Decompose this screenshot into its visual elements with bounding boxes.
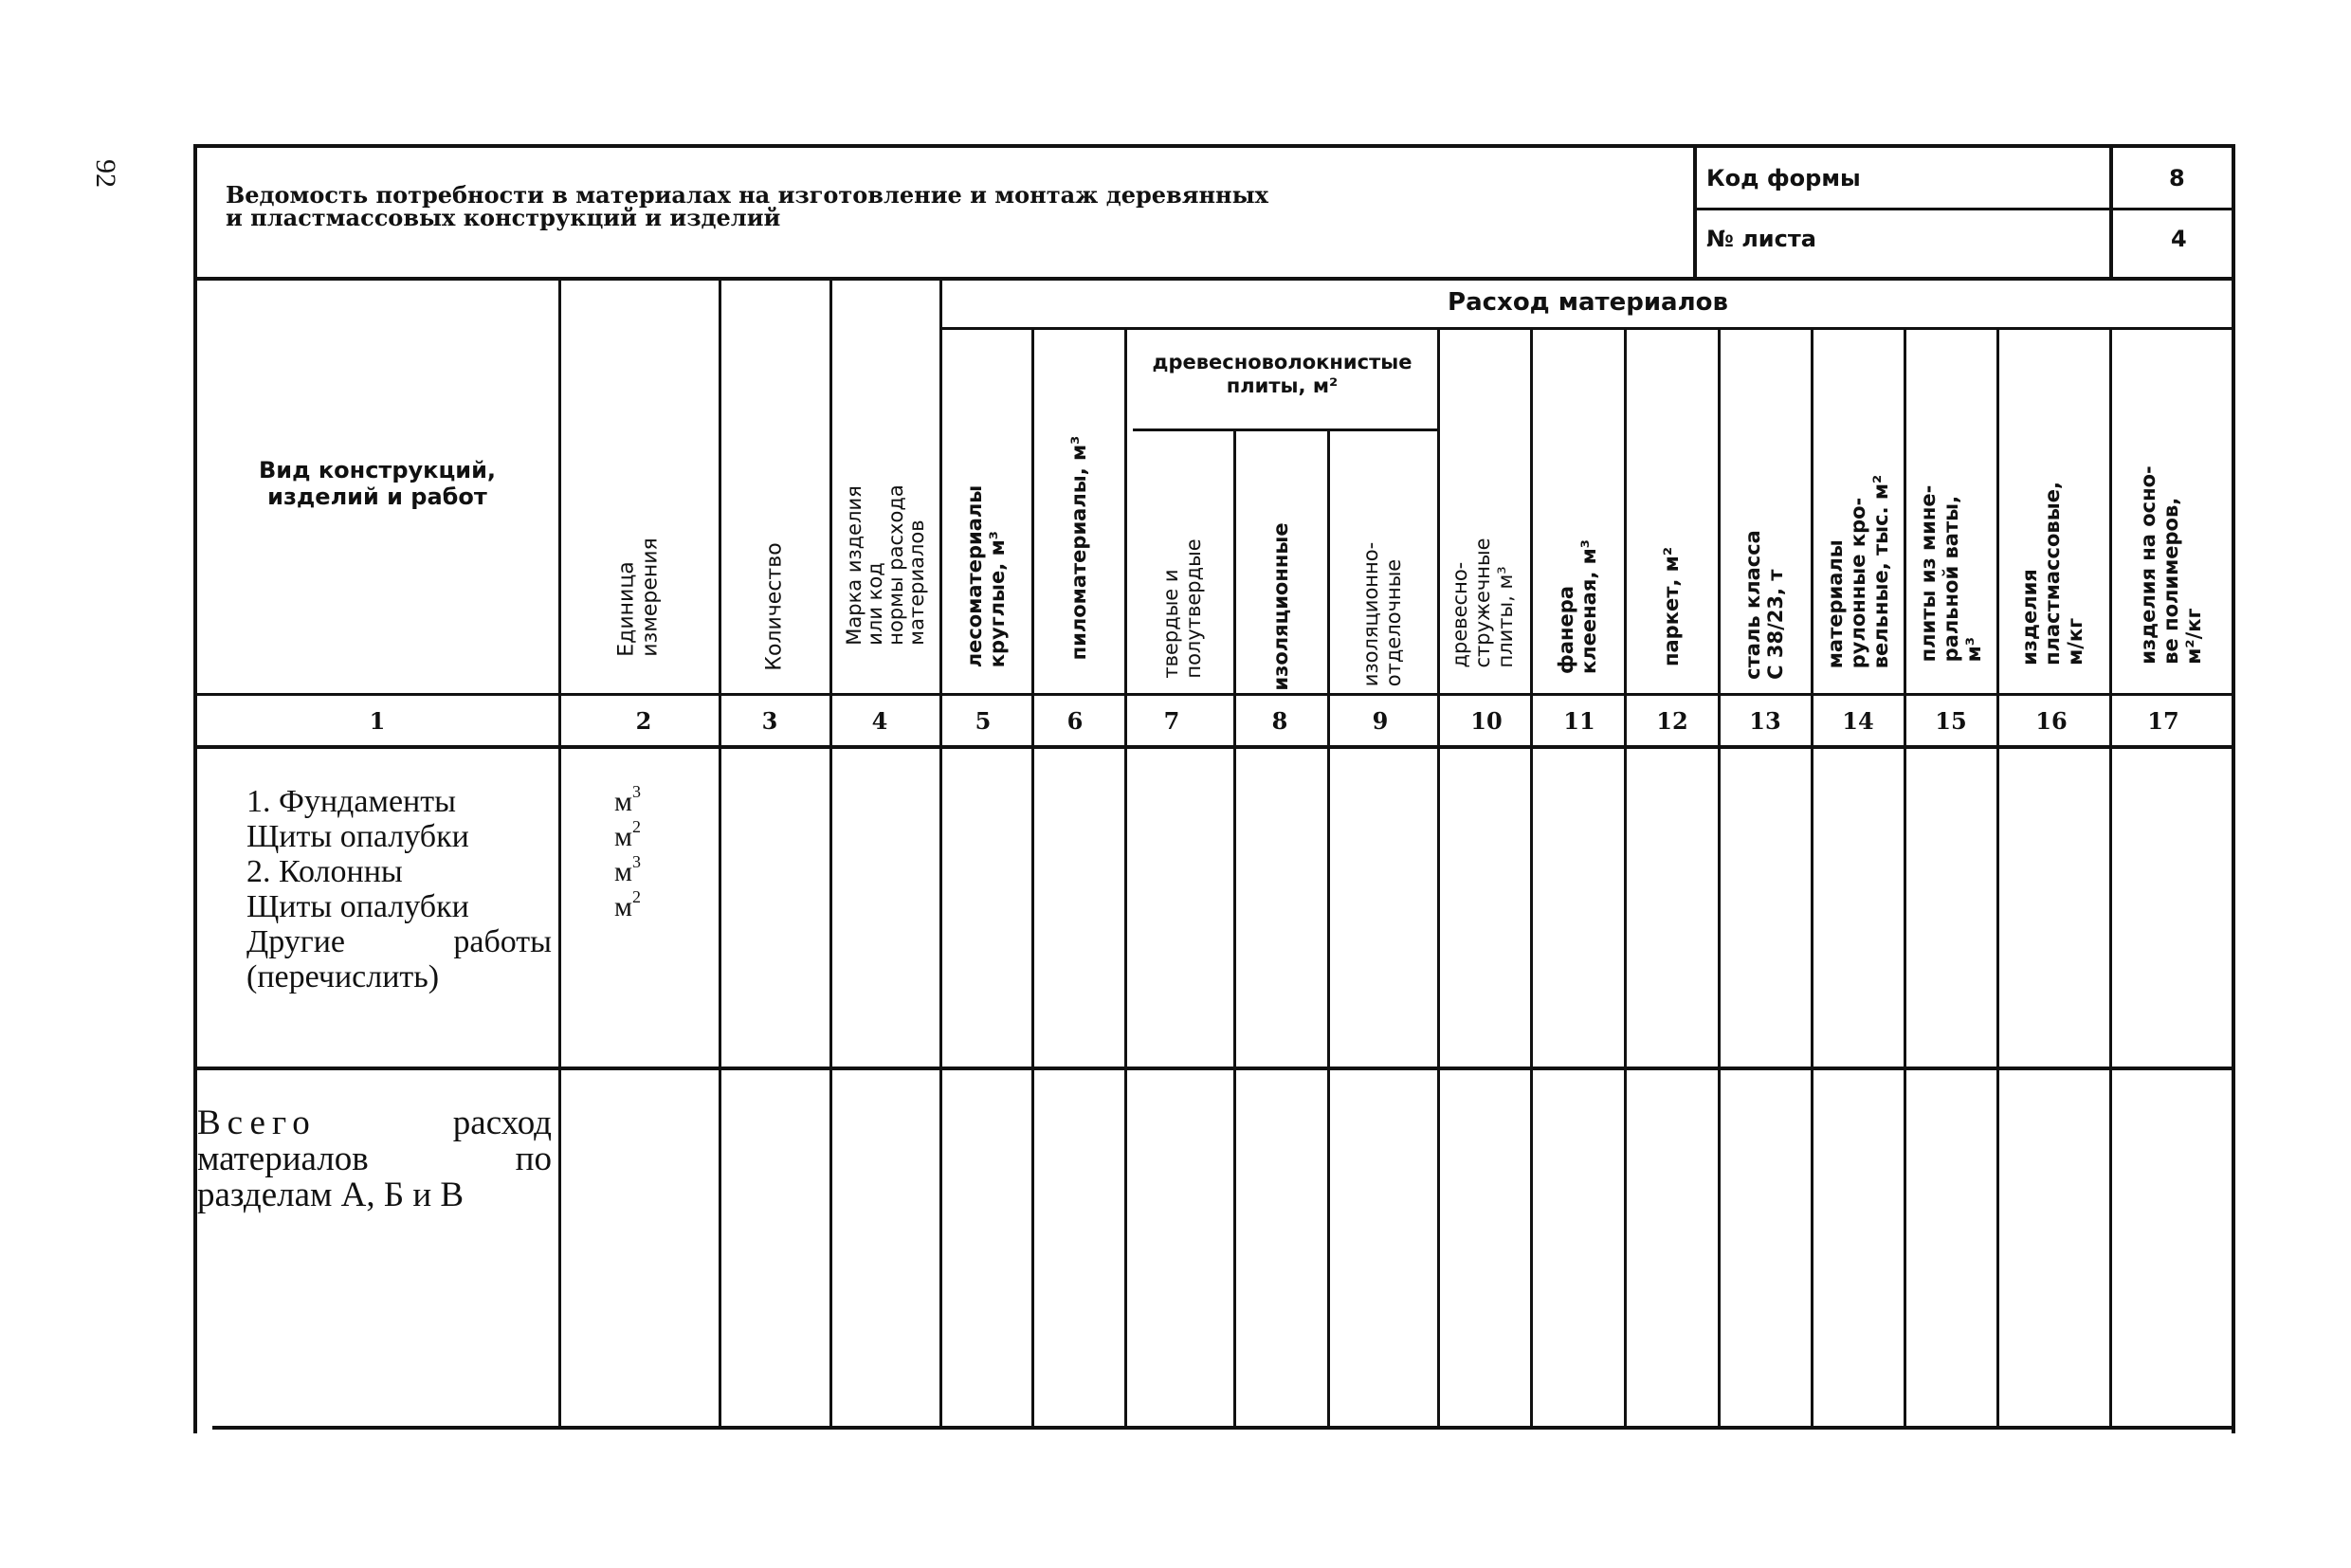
total-label [197, 1105, 552, 1213]
column-number: 17 [2147, 707, 2179, 735]
table-row-label: Щиты опалубки [246, 889, 469, 924]
column-number: 5 [975, 707, 992, 735]
column-number: 3 [761, 707, 778, 735]
column-number: 2 [635, 707, 652, 735]
table-row-unit [614, 889, 641, 924]
row-units [614, 784, 641, 924]
column-number: 8 [1271, 707, 1288, 735]
form-code-value: 8 [2169, 165, 2185, 191]
table-row-unit [614, 784, 641, 819]
header-col8: изоляционные [1268, 522, 1292, 691]
sheet-no-label: № листа [1706, 226, 1816, 252]
title-line-1: Ведомость потребности в материалах на изготовление и монтаж деревянных [226, 181, 1268, 209]
table-row-label: 1. Фундаменты [246, 784, 456, 819]
table-row-label: Щиты опалубки [246, 819, 469, 854]
form-code-label: Код формы [1706, 165, 1861, 191]
row-labels [246, 784, 552, 994]
header-col7: твердые и полутвердые [1158, 538, 1205, 679]
header-col11: фанера клееная, м³ [1554, 539, 1600, 674]
header-col1: Вид конструкций, изделий и работ [259, 457, 496, 510]
page-number: 92 [90, 159, 121, 188]
unit-exponent: 3 [631, 782, 641, 801]
unit-exponent: 2 [631, 817, 641, 836]
unit-base: м [614, 821, 632, 852]
document-title [226, 180, 1268, 233]
table-row-label: 2. Колонны [246, 854, 403, 889]
sheet-no-value: 4 [2171, 226, 2187, 252]
unit-base: м [614, 786, 632, 817]
column-number: 16 [2035, 707, 2068, 735]
unit-exponent: 2 [631, 887, 641, 906]
unit-base: м [614, 856, 632, 887]
unit-base: м [614, 891, 632, 922]
table-row-unit [614, 819, 641, 854]
header-col3: Количество [762, 542, 787, 671]
header-col5: лесоматериалы круглые, м³ [962, 484, 1009, 668]
title-line-2: и пластмассовых конструкций и изделий [226, 204, 781, 231]
total-rest: расход материалов по разделам А, Б и В [197, 1103, 552, 1214]
header-col12: паркет, м² [1659, 546, 1683, 667]
column-number: 7 [1163, 707, 1180, 735]
column-number: 15 [1935, 707, 1967, 735]
column-number: 13 [1749, 707, 1781, 735]
header-col16: изделия пластмассовые, м/кг [2017, 482, 2087, 665]
unit-exponent: 3 [631, 852, 641, 871]
header-col6: пиломатериалы, м³ [1066, 435, 1090, 661]
header-col13: сталь класса С 38/23, т [1740, 530, 1787, 680]
fiberboard-group-header: древесноволокнистые плиты, м² [1152, 351, 1412, 397]
header-col10: древесно- стружечные плиты, м³ [1448, 538, 1518, 668]
table-row-label: (перечислить) [246, 959, 440, 994]
header-col2: Единица измерения [614, 538, 663, 657]
header-col15: плиты из мине- ральной ваты, м³ [1916, 484, 1986, 663]
column-number: 6 [1066, 707, 1084, 735]
header-col17: изделия на осно- ве полимеров, м²/кг [2136, 465, 2206, 665]
column-number: 9 [1372, 707, 1389, 735]
column-number: 14 [1842, 707, 1874, 735]
table-row-label: Другие работы [246, 924, 552, 959]
header-col14: материалы рулонные кро- вельные, тыс. м² [1823, 474, 1893, 669]
column-number: 11 [1563, 707, 1595, 735]
column-number: 4 [871, 707, 888, 735]
total-spaced-word: Всего [197, 1103, 317, 1142]
column-number: 10 [1470, 707, 1503, 735]
column-number: 12 [1656, 707, 1688, 735]
column-number: 1 [369, 707, 386, 735]
header-col4: Марка изделия или код нормы расхода материалов [843, 484, 928, 646]
table-row-unit [614, 854, 641, 889]
materials-group-header: Расход материалов [1448, 288, 1728, 317]
header-col9: изоляционно- отделочные [1358, 541, 1405, 687]
